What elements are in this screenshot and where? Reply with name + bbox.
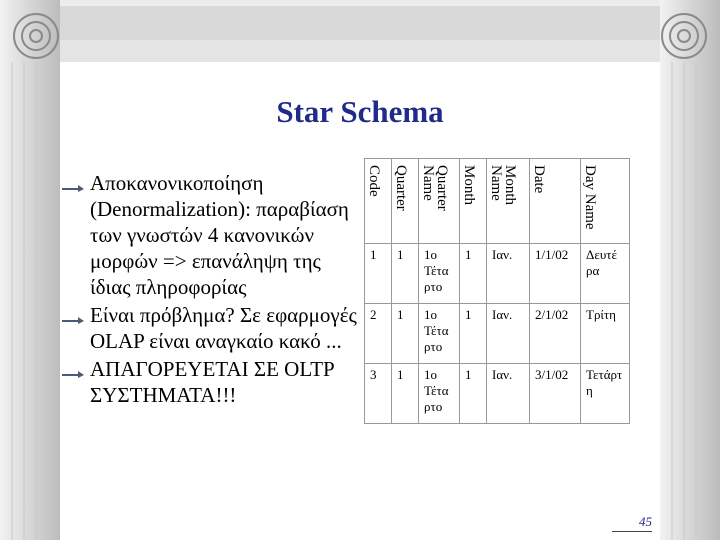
bullet-item	[62, 356, 362, 408]
cell-code: 2	[365, 304, 392, 364]
bullet-item	[62, 170, 362, 300]
header-quarter: Quarter	[392, 159, 419, 244]
header-date: Date	[530, 159, 581, 244]
cell-day-name: Τετάρτ η	[581, 364, 630, 424]
table-row	[365, 304, 630, 364]
cell-quarter-name: 1ο Τέτα ρτο	[419, 364, 460, 424]
cell-code: 3	[365, 364, 392, 424]
table-header-row	[365, 159, 630, 244]
header-code: Code	[365, 159, 392, 244]
cell-month-name: Ιαν.	[487, 304, 530, 364]
cell-day-name: Τρίτη	[581, 304, 630, 364]
cell-quarter: 1	[392, 244, 419, 304]
table-row	[365, 364, 630, 424]
cell-month: 1	[460, 304, 487, 364]
bullet-text: ΑΠΑΓΟΡΕΥΕΤΑΙ ΣΕ OLTP ΣΥΣΤΗΜΑΤΑ!!!	[90, 357, 334, 407]
cell-quarter: 1	[392, 304, 419, 364]
bullet-arrow-icon	[62, 182, 84, 192]
bullet-arrow-icon	[62, 314, 84, 324]
cell-month: 1	[460, 364, 487, 424]
header-month: Month	[460, 159, 487, 244]
page-number-underline	[612, 531, 652, 532]
cell-month: 1	[460, 244, 487, 304]
bullet-item	[62, 302, 362, 354]
header-quarter-name: Quarter Name	[419, 159, 460, 244]
cell-code: 1	[365, 244, 392, 304]
bullet-list	[62, 170, 362, 410]
page-number: 45	[639, 514, 652, 529]
cell-month-name: Ιαν.	[487, 364, 530, 424]
bullet-arrow-icon	[62, 368, 84, 378]
table-row	[365, 244, 630, 304]
cell-quarter-name: 1ο Τέτα ρτο	[419, 244, 460, 304]
header-month-name: Month Name	[487, 159, 530, 244]
slide-title: Star Schema	[276, 94, 444, 129]
cell-quarter: 1	[392, 364, 419, 424]
cell-date: 3/1/02	[530, 364, 581, 424]
cell-month-name: Ιαν.	[487, 244, 530, 304]
bullet-text: Είναι πρόβλημα? Σε εφαρμογές OLAP είναι αναγκαίο κακό ...	[90, 303, 357, 353]
bullet-text: Αποκανονικοποίηση (Denormalization): παραβίαση των γνωστών 4 κανονικών μορφών => επανάληψη της ίδιας πληροφορίας	[90, 171, 349, 299]
cell-date: 2/1/02	[530, 304, 581, 364]
cell-date: 1/1/02	[530, 244, 581, 304]
star-schema-table	[364, 158, 630, 424]
header-day-name: Day Name	[581, 159, 630, 244]
cell-quarter-name: 1ο Τέτα ρτο	[419, 304, 460, 364]
cell-day-name: Δευτέ ρα	[581, 244, 630, 304]
